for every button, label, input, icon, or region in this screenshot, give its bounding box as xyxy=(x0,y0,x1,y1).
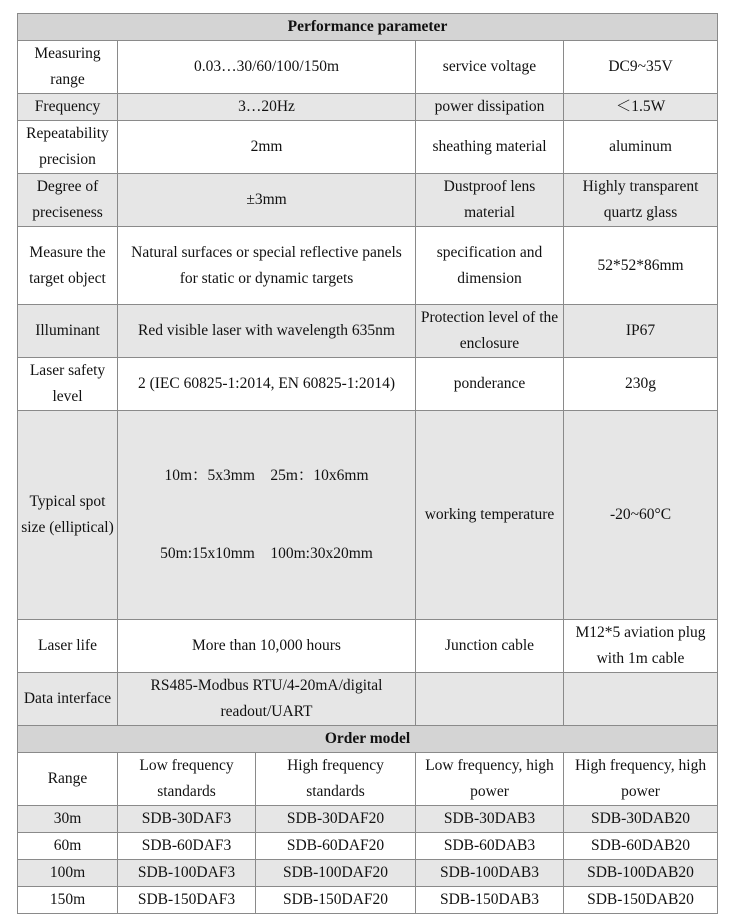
order-header-high-freq-high-power: High frequency, high power xyxy=(564,753,718,806)
param-label: Data interface xyxy=(18,673,118,726)
param-label: ponderance xyxy=(416,358,564,411)
order-model: SDB-100DAB20 xyxy=(564,860,718,887)
param-label: Measuring range xyxy=(18,41,118,94)
order-header-range: Range xyxy=(18,753,118,806)
param-label: power dissipation xyxy=(416,94,564,121)
order-model: SDB-150DAF3 xyxy=(118,887,256,914)
order-range: 30m xyxy=(18,806,118,833)
param-value: 0.03…30/60/100/150m xyxy=(118,41,416,94)
param-value: ±3mm xyxy=(118,174,416,227)
param-value: More than 10,000 hours xyxy=(118,620,416,673)
param-label: Protection level of the enclosure xyxy=(416,305,564,358)
order-model: SDB-30DAF20 xyxy=(256,806,416,833)
param-label: Degree of preciseness xyxy=(18,174,118,227)
param-value: aluminum xyxy=(564,121,718,174)
param-value: 230g xyxy=(564,358,718,411)
spot-size-line-2: 50m:15x10mm 100m:30x20mm xyxy=(160,545,373,562)
param-value: 52*52*86mm xyxy=(564,227,718,305)
param-value: Natural surfaces or special reflective panels for static or dynamic targets xyxy=(118,227,416,305)
order-model: SDB-60DAB20 xyxy=(564,833,718,860)
param-label: Junction cable xyxy=(416,620,564,673)
order-model: SDB-60DAF3 xyxy=(118,833,256,860)
param-label: Laser life xyxy=(18,620,118,673)
order-model: SDB-30DAF3 xyxy=(118,806,256,833)
order-model: SDB-150DAB20 xyxy=(564,887,718,914)
param-value: 2 (IEC 60825-1:2014, EN 60825-1:2014) xyxy=(118,358,416,411)
param-label: sheathing material xyxy=(416,121,564,174)
param-value: Highly transparent quartz glass xyxy=(564,174,718,227)
order-model: SDB-100DAB3 xyxy=(416,860,564,887)
empty-cell xyxy=(564,673,718,726)
param-label: Laser safety level xyxy=(18,358,118,411)
param-label: Typical spot size (elliptical) xyxy=(18,411,118,620)
param-value: 2mm xyxy=(118,121,416,174)
performance-title: Performance parameter xyxy=(18,14,718,41)
param-label: Illuminant xyxy=(18,305,118,358)
order-model: SDB-30DAB3 xyxy=(416,806,564,833)
param-value: -20~60°C xyxy=(564,411,718,620)
order-title: Order model xyxy=(18,726,718,753)
empty-cell xyxy=(416,673,564,726)
param-label: Repeatability precision xyxy=(18,121,118,174)
order-range: 100m xyxy=(18,860,118,887)
order-header-low-freq-high-power: Low frequency, high power xyxy=(416,753,564,806)
order-model: SDB-60DAF20 xyxy=(256,833,416,860)
param-label: specification and dimension xyxy=(416,227,564,305)
order-model: SDB-60DAB3 xyxy=(416,833,564,860)
param-value: 3…20Hz xyxy=(118,94,416,121)
param-value: RS485-Modbus RTU/4-20mA/digital readout/UART xyxy=(118,673,416,726)
param-value xyxy=(118,411,416,620)
param-label: Dustproof lens material xyxy=(416,174,564,227)
order-range: 60m xyxy=(18,833,118,860)
param-label: working temperature xyxy=(416,411,564,620)
param-value: M12*5 aviation plug with 1m cable xyxy=(564,620,718,673)
order-model: SDB-100DAF20 xyxy=(256,860,416,887)
order-header-low-freq: Low frequency standards xyxy=(118,753,256,806)
spot-size-line-1: 10m：5x3mm 25m：10x6mm xyxy=(164,467,369,484)
order-model: SDB-150DAB3 xyxy=(416,887,564,914)
param-value: Red visible laser with wavelength 635nm xyxy=(118,305,416,358)
order-model: SDB-150DAF20 xyxy=(256,887,416,914)
param-value: ＜1.5W xyxy=(564,94,718,121)
param-label: service voltage xyxy=(416,41,564,94)
spec-table xyxy=(17,13,718,914)
param-value: DC9~35V xyxy=(564,41,718,94)
param-label: Measure the target object xyxy=(18,227,118,305)
order-model: SDB-100DAF3 xyxy=(118,860,256,887)
param-label: Frequency xyxy=(18,94,118,121)
order-range: 150m xyxy=(18,887,118,914)
param-value: IP67 xyxy=(564,305,718,358)
order-header-high-freq: High frequency standards xyxy=(256,753,416,806)
order-model: SDB-30DAB20 xyxy=(564,806,718,833)
